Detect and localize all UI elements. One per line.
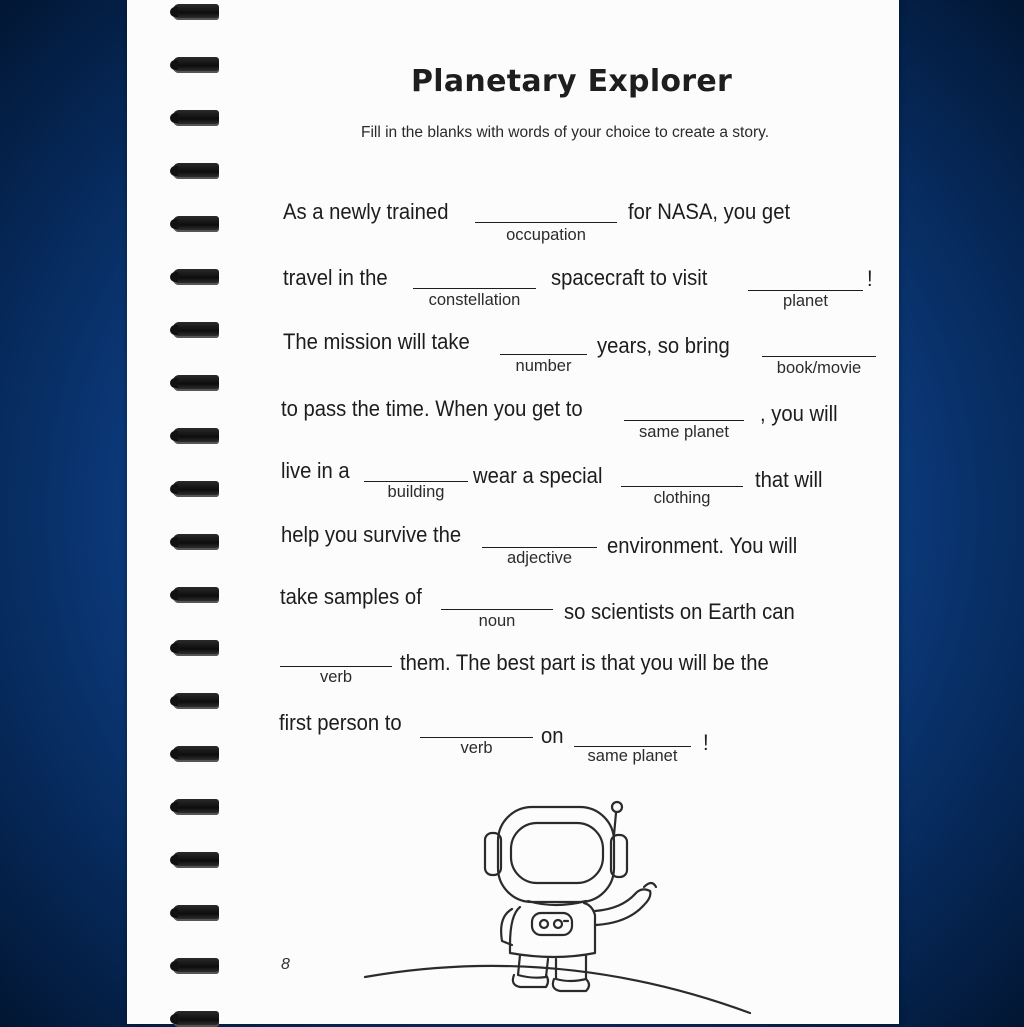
blank-constellation[interactable] <box>413 288 536 289</box>
blank-planet[interactable] <box>748 290 863 291</box>
story-text: wear a special <box>473 463 603 488</box>
blank-label: number <box>515 357 572 375</box>
blank-label: verb <box>460 739 493 757</box>
story-text: on <box>541 723 564 748</box>
story-text: ! <box>703 730 709 755</box>
binding-coil <box>173 163 219 179</box>
blank-label: verb <box>319 668 353 686</box>
binding-coil <box>173 640 219 656</box>
blank-label: adjective <box>506 549 573 567</box>
binding-coil <box>173 57 219 73</box>
instructions: Fill in the blanks with words of your choice to create a story. <box>361 124 770 141</box>
binding-coil <box>173 905 219 921</box>
blank-occupation[interactable] <box>475 222 617 223</box>
story-text: so scientists on Earth can <box>564 599 795 624</box>
story-text: for NASA, you get <box>628 199 791 224</box>
binding-coil <box>173 375 219 391</box>
story-text: to pass the time. When you get to <box>281 396 583 421</box>
binding-coil <box>173 587 219 603</box>
spiral-binding <box>165 0 235 1024</box>
blank-label: book/movie <box>776 359 862 377</box>
binding-coil <box>173 481 219 497</box>
binding-coil <box>173 110 219 126</box>
blank-number[interactable] <box>500 354 587 355</box>
blank-building[interactable] <box>364 481 468 482</box>
blank-label: building <box>387 483 445 501</box>
blank-verb[interactable] <box>420 737 533 738</box>
story-text: travel in the <box>283 265 388 290</box>
blank-label: noun <box>478 612 516 630</box>
page-number: 8 <box>281 956 290 973</box>
story-text: first person to <box>279 710 402 735</box>
blank-clothing[interactable] <box>621 486 743 487</box>
binding-coil <box>173 534 219 550</box>
page-title: Planetary Explorer <box>411 64 733 99</box>
story-text: help you survive the <box>281 522 462 547</box>
story-text: spacecraft to visit <box>551 265 708 290</box>
blank-same-planet[interactable] <box>624 420 744 421</box>
binding-coil <box>173 4 219 20</box>
story-text: As a newly trained <box>283 199 449 224</box>
story-text: years, so bring <box>597 333 730 358</box>
blank-label: same planet <box>639 423 729 441</box>
blank-label: occupation <box>506 226 586 244</box>
story-text: take samples of <box>280 584 422 609</box>
blank-noun[interactable] <box>441 609 553 610</box>
story-text: ! <box>867 266 873 291</box>
binding-coil <box>173 746 219 762</box>
story-text: The mission will take <box>283 329 470 354</box>
binding-coil <box>173 269 219 285</box>
binding-coil <box>173 1011 219 1027</box>
binding-coil <box>173 216 219 232</box>
story-text: that will <box>755 467 823 492</box>
blank-book-movie[interactable] <box>762 356 876 357</box>
blank-label: same planet <box>587 747 678 765</box>
story-text: environment. You will <box>607 533 798 558</box>
blank-label: planet <box>783 292 828 310</box>
binding-coil <box>173 693 219 709</box>
binding-coil <box>173 958 219 974</box>
story-text: them. The best part is that you will be the <box>400 650 769 675</box>
binding-coil <box>173 428 219 444</box>
blank-adjective[interactable] <box>482 547 597 548</box>
blank-label: constellation <box>428 291 521 309</box>
blank-label: clothing <box>653 489 711 507</box>
binding-coil <box>173 322 219 338</box>
blank-verb[interactable] <box>280 666 392 667</box>
astronaut-icon <box>360 795 760 1020</box>
story-text: live in a <box>281 458 350 483</box>
story-text: , you will <box>760 401 838 426</box>
binding-coil <box>173 852 219 868</box>
binding-coil <box>173 799 219 815</box>
